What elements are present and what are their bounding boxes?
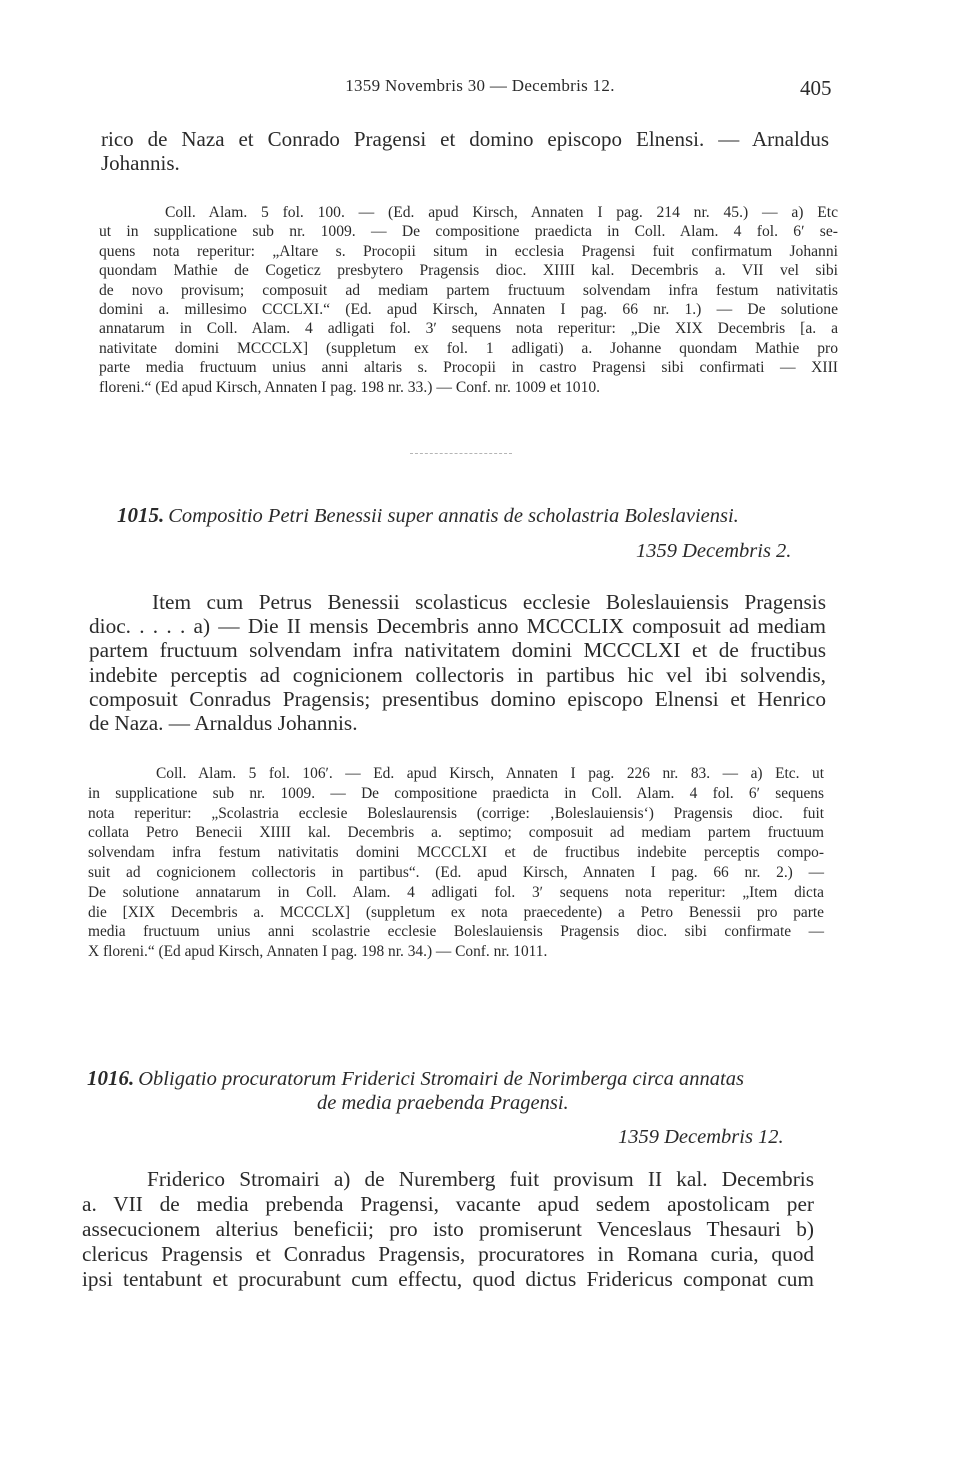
note-line: parte media fructuum unius anni altaris s. Procopii in castro Pragensi sibi confirmati — XIII [99, 359, 838, 377]
entry-1016-text [82, 1167, 814, 1292]
entry-1015-text [89, 590, 826, 735]
page-number: 405 [800, 76, 832, 100]
entry-1015-footnote [88, 764, 824, 962]
text-line: a. VII de media prebenda Pragensi, vacante apud sedem apostolicam per [82, 1192, 814, 1216]
note-line: de novo provisum; composuit ad mediam partem fructuum solvendam infra festum nativitatis [99, 281, 838, 299]
entry-title-continued: de media praebenda Pragensi. [317, 1092, 569, 1114]
entry-title: Obligatio procuratorum Friderici Stromairi de Norimberga circa annatas [138, 1068, 744, 1090]
entry-number: 1016. [87, 1066, 135, 1090]
entry-1016-heading [87, 1066, 744, 1091]
text-line: Friderico Stromairi a) de Nuremberg fuit provisum II kal. Decembris [147, 1167, 814, 1191]
note-line: floreni.“ (Ed apud Kirsch, Annaten I pag. 198 nr. 33.) — Conf. nr. 1009 et 1010. [99, 378, 601, 396]
text-line: assecucionem alterius beneficii; pro isto promiserunt Venceslaus Thesauri b) [82, 1217, 814, 1241]
entry-title: Compositio Petri Benessii super annatis de scholastria Boleslaviensi. [168, 505, 739, 527]
note-line: annatarum in Coll. Alam. 4 adligati fol. 3ʹ sequens nota reperitur: „Die XIX Decembris [a. a [99, 320, 838, 338]
running-head: 1359 Novembris 30 — Decembris 12. [345, 76, 615, 95]
text-line: ipsi tentabunt et procurabunt cum effectu, quod dictus Fridericus componat cum [82, 1267, 814, 1291]
text-line: composuit Conradus Pragensis; presentibus domino episcopo Elnensi et Henrico [89, 686, 826, 711]
note-line: X floreni.“ (Ed apud Kirsch, Annaten I pag. 198 nr. 34.) — Conf. nr. 1011. [88, 943, 548, 961]
note-line: Coll. Alam. 5 fol. 106ʹ. — Ed. apud Kirsch, Annaten I pag. 226 nr. 83. — a) Etc. ut [156, 765, 824, 782]
note-line: die [XIX Decembris a. MCCCLX] (suppletum ex nota praecedente) a Petro Benessii pro parte [88, 903, 824, 921]
note-line: nativitate domini MCCCLX] (suppletum ex fol. 1 adligati) a. Johanne quondam Mathie pro [99, 339, 838, 357]
text-line: rico de Naza et Conrado Pragensi et domino episcopo Elnensi. — Arnaldus [101, 127, 829, 151]
text-line: Johannis. [101, 150, 180, 175]
entry-1015-heading [117, 503, 739, 528]
entry-number: 1015. [117, 503, 165, 527]
top-footnote [99, 203, 838, 397]
text-line: indebite perceptis ad cognicionem collectoris in partibus hic vel ibi solvendis, [89, 662, 826, 687]
note-line: Coll. Alam. 5 fol. 100. — (Ed. apud Kirsch, Annaten I pag. 214 nr. 45.) — a) Etc [165, 204, 838, 221]
note-line: suit ad cognicionem collectoris in partibus“. (Ed. apud Kirsch, Annaten I pag. 66 nr. 2.) — [88, 863, 824, 881]
note-line: nota reperitur: „Scolastria ecclesie Boleslaurensis (corrige: ‚Boleslauiensis‘) Pragensis dioc. fuit [88, 804, 824, 822]
section-divider [410, 453, 512, 454]
note-line: De solutione annatarum in Coll. Alam. 4 adligati fol. 3ʹ sequens nota reperitur: „Item dicta [88, 883, 824, 901]
top-continuation-text [101, 128, 829, 175]
text-line: partem fructuum solvendam infra nativitatem domini MCCCLXI et de fructibus [89, 638, 826, 663]
text-line: Item cum Petrus Benessii scolasticus ecclesie Boleslauiensis Pragensis [152, 590, 826, 614]
note-line: domini a. millesimo CCCLXI.“ (Ed. apud Kirsch, Annaten I pag. 66 nr. 1.) — De solutione [99, 301, 838, 319]
entry-date: 1359 Decembris 2. [636, 540, 792, 562]
note-line: solvendam infra festum nativitatis domini MCCCLXI et de fructibus indebite perceptis compo- [88, 844, 824, 862]
note-line: in supplicatione sub nr. 1009. — De compositione praedicta in Coll. Alam. 4 fol. 6ʹ sequens [88, 784, 824, 802]
note-line: quens nota reperitur: „Altare s. Procopii situm in ecclesia Pragensi fuit confirmatum Johanni [99, 242, 838, 260]
note-line: collata Petro Benecii XIIII kal. Decembris a. septimo; composuit ad mediam partem fructuum [88, 824, 824, 842]
text-line: de Naza. — Arnaldus Johannis. [89, 711, 358, 736]
note-line: quondam Mathie de Cogeticz presbytero Pragensis dioc. XIIII kal. Decembris a. VII vel sibi [99, 262, 838, 280]
note-line: media fructuum unius anni scolastrie ecclesie Boleslauiensis Pragensis dioc. sibi confirmate — [88, 923, 824, 941]
entry-date: 1359 Decembris 12. [618, 1126, 784, 1148]
text-line: clericus Pragensis et Conradus Pragensis, procuratores in Romana curia, quod [82, 1242, 814, 1266]
note-line: ut in supplicatione sub nr. 1009. — De compositione praedicta in Coll. Alam. 4 fol. 6ʹ se- [99, 223, 838, 241]
text-line: dioc. . . . . a) — Die II mensis Decembris anno MCCCLIX composuit ad mediam [89, 614, 826, 639]
